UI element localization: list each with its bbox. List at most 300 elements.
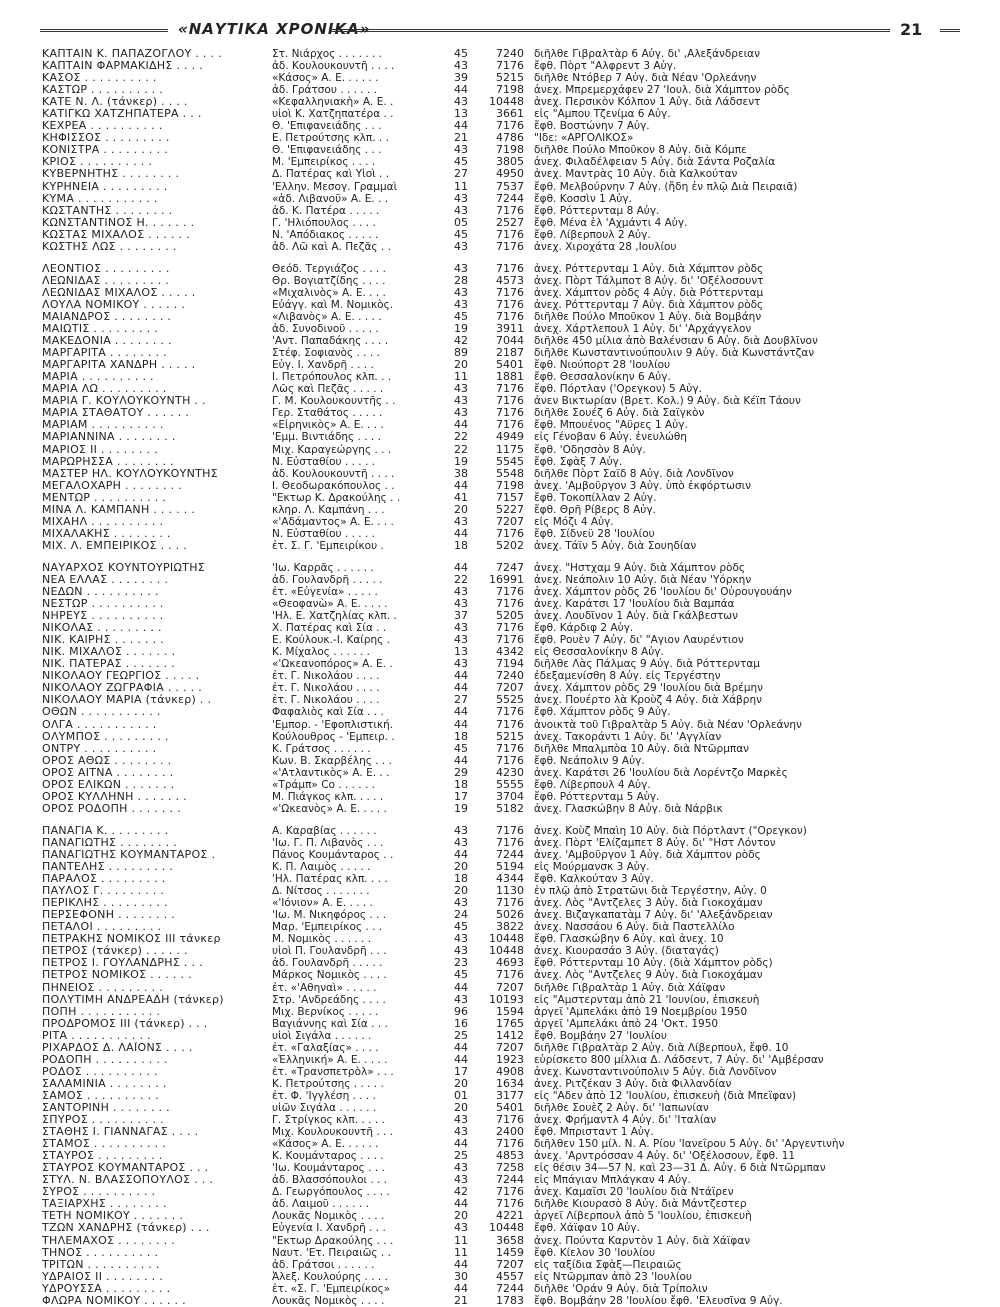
build-year: 20	[454, 359, 468, 372]
tonnage: 1412	[496, 1029, 524, 1042]
ship-status: ἔφθ. Βομβάην 27 'Ιουλίου	[534, 1029, 667, 1042]
tonnage: 7176	[496, 1138, 524, 1151]
ship-status: ἀνεχ. Καράτσι 26 'Ιουλίου διὰ Λορέντζο Μαρκὲς	[534, 766, 788, 779]
ship-status: διῆλθε Λὰς Πάλμας 9 Αὐγ. διὰ Ρόττερνταμ	[534, 658, 760, 671]
build-year: 37	[454, 610, 468, 623]
table-row	[42, 48, 972, 60]
ship-status: εἰς θέσιν 34—57 Ν. καὶ 23—31 Δ. Αὐγ. 6 διὰ Ντῶρμπαν	[534, 1162, 826, 1175]
ship-name: ΟΡΟΣ ΑΙΤΝΑ . . . . . . . .	[42, 766, 174, 779]
tonnage: 7176	[496, 718, 524, 731]
ship-name: ΟΡΟΣ ΡΟΔΟΠΗ . . . . . . .	[42, 802, 181, 815]
table-row	[42, 885, 972, 897]
tonnage: 10448	[489, 945, 524, 958]
tonnage: 7176	[496, 824, 524, 837]
ship-owner: «Τράμπ» Co . . . . . .	[272, 778, 375, 791]
table-row	[42, 323, 972, 335]
ship-status: ἀργεῖ 'Αμπελάκι ἀπὸ 19 Νοεμβρίου 1950	[534, 1005, 748, 1018]
table-row	[42, 528, 972, 540]
tonnage: 1594	[496, 1005, 524, 1018]
ship-owner: υἱοὶ Σιγάλα . . . . . .	[272, 1029, 372, 1042]
build-year: 43	[454, 1126, 468, 1139]
ship-status: διῆλθε Κωνσταντινούπουλιν 9 Αὐγ. διὰ Κωνστάντζαν	[534, 347, 815, 360]
build-year: 17	[454, 790, 468, 803]
table-row	[42, 516, 972, 528]
ship-status: εἰς ταξίδια Σφὰξ—Πειραιῶς	[534, 1258, 682, 1271]
tonnage: 10448	[489, 1222, 524, 1235]
ship-owner: Α. Καραβίας . . . . . .	[272, 824, 377, 837]
table-row	[42, 383, 972, 395]
ship-status: ἔφθ. Ρουὲν 7 Αὐγ. δι' "Αγιον Λαυρέντιον	[534, 634, 744, 647]
ship-status: διῆλθε Σουέζ 6 Αὐγ. διὰ Σαϊγκὸν	[534, 407, 705, 420]
ship-name: ΚΩΣΤΑΝΤΗΣ . . . . . . . .	[42, 204, 173, 217]
build-year: 21	[454, 132, 468, 145]
ship-name: ΣΠΥΡΟΣ . . . . . . . . . .	[42, 1114, 164, 1127]
table-row	[42, 622, 972, 634]
ship-owner: ἐτ. «Σ. Γ. 'Εμπειρίκος»	[272, 1282, 391, 1295]
ship-owner: Γ. Μ. Κουλουκουντῆς . .	[272, 395, 396, 408]
tonnage: 5555	[496, 778, 524, 791]
ship-status: διῆλθε 450 μίλια ἀπὸ Βαλένσιαν 6 Αὐγ. διὰ Δουβλῖνον	[534, 335, 818, 348]
ship-status: εἰς Μούρμανσκ 3 Αὐγ.	[534, 861, 650, 874]
build-year: 43	[454, 945, 468, 958]
build-year: 22	[454, 443, 468, 456]
build-year: 13	[454, 646, 468, 659]
ship-status: ἀνεχ. Ριτζέκαν 3 Αὐγ. διὰ Φιλλανδίαν	[534, 1077, 732, 1090]
table-row	[42, 731, 972, 743]
build-year: 43	[454, 286, 468, 299]
table-row	[42, 837, 972, 849]
tonnage: 7176	[496, 60, 524, 73]
ship-name: ΡΟΔΟΠΗ . . . . . . . . . .	[42, 1053, 168, 1066]
tonnage: 4949	[496, 431, 524, 444]
ship-owner: ἐτ. Γ. Νικολάου . . . .	[272, 670, 380, 683]
build-year: 44	[454, 1258, 468, 1271]
table-row	[42, 694, 972, 706]
ship-owner: Βαγιάννης καὶ Σία . . .	[272, 1017, 388, 1030]
tonnage: 7176	[496, 298, 524, 311]
table-row	[42, 468, 972, 480]
build-year: 43	[454, 144, 468, 157]
ship-owner: «'Ιόνιον» Α. Ε. . . . .	[272, 897, 373, 910]
ship-owner: Ε. Πετρούτσης κλπ. . .	[272, 132, 389, 145]
table-row	[42, 1283, 972, 1295]
ship-owner: 'Εμπορ. - 'Εφοπλιστική.	[272, 718, 394, 731]
ship-status: διῆλθε Γιβραλτὰρ 6 Αὐγ. δι' ,Αλεξάνδρειαν	[534, 48, 760, 60]
ship-status: ἀνεχ. Πὸρτ Τάλμποτ 8 Αὐγ. δι' 'Οξέλοσουντ	[534, 274, 764, 287]
ship-name: ΛΟΥΛΑ ΝΟΜΙΚΟΥ . . . . . .	[42, 298, 186, 311]
ship-name: ΠΕΤΡΑΚΗΣ ΝΟΜΙΚΟΣ ΙΙΙ τάνκερ	[42, 933, 221, 946]
ship-name: ΠΑΝΤΕΛΗΣ . . . . . . . . .	[42, 861, 174, 874]
tonnage: 10193	[489, 993, 524, 1006]
build-year: 43	[454, 634, 468, 647]
table-row	[42, 598, 972, 610]
tonnage: 7176	[496, 262, 524, 275]
ship-owner: Θρ. Βογιατζίδης . . . .	[272, 274, 386, 287]
build-year: 19	[454, 802, 468, 815]
ship-status: ἀνεχ. Λουδῖνον 1 Αὐγ. διὰ Γκάλβεστων	[534, 610, 738, 623]
tonnage: 7240	[496, 48, 524, 60]
ship-name: ΜΑΡΙΑ ΣΤΑΘΑΤΟΥ . . . . . .	[42, 407, 190, 420]
table-row	[42, 767, 972, 779]
table-row	[42, 444, 972, 456]
ship-owner: ἐτ. «'Αθηναὶ» . . . . .	[272, 981, 377, 994]
ship-name: ΠΗΝΕΙΟΣ . . . . . . . . .	[42, 981, 164, 994]
ship-name: ΚΟΝΙΣΤΡΑ . . . . . . . . .	[42, 144, 168, 157]
ship-status: διῆλθε Πὸρτ Σαϊδ 8 Αὐγ. διὰ Λονδῖνον	[534, 467, 734, 480]
ship-name: ΤΡΙΤΩΝ . . . . . . . . . .	[42, 1258, 160, 1271]
ship-register-table	[42, 48, 972, 1307]
build-year: 89	[454, 347, 468, 360]
ship-owner: Στ. Νιάρχος . . . . . . .	[272, 48, 383, 60]
table-row	[42, 1006, 972, 1018]
ship-owner: ἐτ. Γ. Νικολάου . . . .	[272, 682, 380, 695]
table-row	[42, 492, 972, 504]
ship-owner: Γερ. Σταθάτος . . . . .	[272, 407, 383, 420]
table-row	[42, 1198, 972, 1210]
ship-owner: 'Αντ. Παπαδάκης . . . .	[272, 335, 389, 348]
table-row	[42, 1102, 972, 1114]
tonnage: 7176	[496, 836, 524, 849]
table-row	[42, 205, 972, 217]
table-row	[42, 861, 972, 873]
build-year: 25	[454, 1029, 468, 1042]
ship-owner: ἀδ. Γράτσοι . . . . . .	[272, 1258, 375, 1271]
group-separator	[42, 253, 972, 263]
ship-name: ΠΕΤΑΛΟΙ . . . . . . . . .	[42, 921, 162, 934]
build-year: 45	[454, 228, 468, 241]
table-row	[42, 921, 972, 933]
tonnage: 7198	[496, 479, 524, 492]
tonnage: 5227	[496, 503, 524, 516]
tonnage: 16991	[489, 573, 524, 586]
ship-owner: Ν. 'Απόδιακος . . . . .	[272, 228, 379, 241]
ship-name: ΦΛΩΡΑ ΝΟΜΙΚΟΥ . . . . . .	[42, 1294, 186, 1307]
ship-status: ἀνεχ. Πούντα Καρντὸν 1 Αὐγ. διὰ Χάϊφαν	[534, 1234, 751, 1247]
tonnage: 5401	[496, 359, 524, 372]
ship-status: ἔφθ. Ρόττερνταμ 5 Αὐγ.	[534, 790, 660, 803]
ship-name: ΝΙΚΟΛΑΣ . . . . . . . . .	[42, 622, 162, 635]
ship-owner: «Κάσος» Α. Ε. . . . . .	[272, 1138, 379, 1151]
ship-owner: 'Ιω. Γ. Π. Λιβανὸς . . .	[272, 836, 384, 849]
tonnage: 7537	[496, 180, 524, 193]
tonnage: 7176	[496, 1186, 524, 1199]
build-year: 01	[454, 1089, 468, 1102]
table-row	[42, 1126, 972, 1138]
build-year: 43	[454, 622, 468, 635]
build-year: 44	[454, 120, 468, 133]
tonnage: 5548	[496, 467, 524, 480]
ship-owner: Ι. Πετρόπουλος κλπ. . .	[272, 371, 392, 384]
tonnage: 3822	[496, 921, 524, 934]
ship-name: ΚΑΤΕ Ν. Λ. (τάνκερ) . . . .	[42, 96, 188, 109]
ship-owner: Ν. Εὐσταθίου . . . . .	[272, 455, 375, 468]
group-separator	[42, 815, 972, 825]
ship-owner: Κων. Β. Σκαρβέλης . . .	[272, 754, 392, 767]
ship-status: εἰς Γένοβαν 6 Αὐγ. ἐνευλώθη	[534, 431, 687, 444]
ship-name: ΚΩΣΤΑΣ ΜΙΧΑΛΟΣ . . . . . .	[42, 228, 190, 241]
tonnage: 7207	[496, 515, 524, 528]
table-row	[42, 60, 972, 72]
ship-status: διῆλθε Γιβραλτὰρ 1 Αὐγ. διὰ Χάϊφαν	[534, 981, 726, 994]
ship-status: ἔφθ. Μπουένος "Αϋρες 1 Αὐγ.	[534, 419, 688, 432]
tonnage: 7207	[496, 1041, 524, 1054]
ship-name: ΚΑΤΙΓΚΩ ΧΑΤΖΗΠΑΤΕΡΑ . . .	[42, 108, 202, 121]
tonnage: 4344	[496, 873, 524, 886]
build-year: 44	[454, 479, 468, 492]
table-row	[42, 229, 972, 241]
ship-status: ἀνεν Βικτωρίαν (Βρετ. Κολ.) 9 Αὐγ. διὰ Κέϊπ Τάουν	[534, 395, 801, 408]
ship-owner: Ἀλεξ. Κουλούρης . . . .	[272, 1270, 388, 1283]
table-row	[42, 933, 972, 945]
tonnage: 7176	[496, 419, 524, 432]
ship-name: ΠΕΤΡΟΣ Ι. ΓΟΥΛΑΝΔΡΗΣ . . .	[42, 957, 203, 970]
ship-name: ΣΤΑΜΟΣ . . . . . . . . . .	[42, 1138, 167, 1151]
build-year: 45	[454, 921, 468, 934]
table-row	[42, 287, 972, 299]
ship-owner: «Ἑλληνική» Α. Ε. . . . .	[272, 1053, 388, 1066]
ship-name: ΝΕΔΩΝ . . . . . . . . . .	[42, 586, 159, 599]
table-row	[42, 1078, 972, 1090]
build-year: 24	[454, 909, 468, 922]
ship-status: διῆλθεν 150 μίλ. Ν. Α. Ρίου 'Ιανεΐρου 5 Αὐγ. δι' 'Αργεντινὴν	[534, 1138, 845, 1151]
table-row	[42, 347, 972, 359]
table-row	[42, 181, 972, 193]
tonnage: 7176	[496, 706, 524, 719]
ship-owner: ἀδ. Κουλουκουντῆ . . . .	[272, 467, 395, 480]
ship-owner: κληρ. Λ. Καμπάνη . . .	[272, 503, 385, 516]
ship-name: ΣΑΛΑΜΙΝΙΑ . . . . . . . .	[42, 1077, 167, 1090]
table-row	[42, 1030, 972, 1042]
tonnage: 5525	[496, 694, 524, 707]
build-year: 18	[454, 539, 468, 552]
ship-owner: Μ. 'Εμπειρίκος . . . .	[272, 156, 376, 169]
table-row	[42, 670, 972, 682]
ship-name: ΟΛΓΑ . . . . . . . . . . .	[42, 718, 157, 731]
tonnage: 1130	[496, 885, 524, 898]
tonnage: 4557	[496, 1270, 524, 1283]
ship-name: ΜΑΡΙΑΝΝΙΝΑ . . . . . . . .	[42, 431, 176, 444]
table-row	[42, 634, 972, 646]
ship-status: εἰς "Αδεν ἀπὸ 12 'Ιουλίου, ἐπισκευὴ (διὰ Μπεΐφαν)	[534, 1089, 797, 1102]
ship-owner: ἐτ. «Εὐγενία» . . . . .	[272, 586, 378, 599]
ship-status: ἀνεχ. 'Αμβοῦργον 1 Αὐγ. διὰ Χάμπτον ρὸδς	[534, 849, 761, 861]
ship-name: ΜΑΙΑΝΔΡΟΣ . . . . . . . .	[42, 310, 172, 323]
tonnage: 7176	[496, 586, 524, 599]
ship-name: ΜΙΧΑΗΛ . . . . . . . . . .	[42, 515, 164, 528]
tonnage: 7244	[496, 192, 524, 205]
tonnage: 7176	[496, 1114, 524, 1127]
ship-owner: Δ. Γεωργόπουλος . . . .	[272, 1186, 390, 1199]
build-year: 44	[454, 849, 468, 861]
ship-owner: 'Ηλ. Πατέρας κλπ. . . .	[272, 873, 388, 886]
build-year: 43	[454, 586, 468, 599]
ship-owner: ἀδ. Γουλανδρῆ . . . . .	[272, 573, 383, 586]
build-year: 44	[454, 1198, 468, 1211]
build-year: 19	[454, 455, 468, 468]
ship-name: ΡΟΔΟΣ . . . . . . . . . .	[42, 1065, 158, 1078]
tonnage: 5215	[496, 72, 524, 85]
ship-owner: Λουκᾶς Νομικὸς . . . .	[272, 1294, 385, 1307]
header-rule-left	[40, 29, 168, 32]
ship-name: ΤΕΤΗ ΝΟΜΙΚΟΥ . . . . . . .	[42, 1210, 184, 1223]
ship-status: εἰς "Αμπου Τζενίμα 6 Αὐγ.	[534, 108, 671, 121]
ship-status: ἀργεῖ Λίβερπουλ ἀπὸ 5 'Ιουλίου, ἐπισκευὴ	[534, 1210, 752, 1223]
table-row	[42, 241, 972, 253]
tonnage: 1634	[496, 1077, 524, 1090]
group-separator	[42, 552, 972, 562]
tonnage: 7244	[496, 849, 524, 861]
ship-status: ἔφθ. Λίβερπουλ 2 Αὐγ.	[534, 228, 651, 241]
build-year: 44	[454, 1138, 468, 1151]
ship-owner: ἀδ. Λαιμοῦ . . . . . .	[272, 1198, 369, 1211]
ship-owner: Λῶς καὶ Πεζᾶς . . . . .	[272, 383, 384, 396]
build-year: 44	[454, 527, 468, 540]
ship-owner: «Μιχαλινὸς» Α. Ε. . . .	[272, 286, 386, 299]
ship-name: ΟΡΟΣ ΑΘΩΣ . . . . . . . .	[42, 754, 172, 767]
ship-status: ἔφθ. Μένα ἐλ 'Αχμάντι 4 Αὐγ.	[534, 216, 688, 229]
ship-name: ΚΡΙΟΣ . . . . . . . . . .	[42, 156, 153, 169]
ship-owner: Μάρκος Νομικὸς . . . .	[272, 969, 387, 982]
table-row	[42, 873, 972, 885]
ship-name: ΚΗΦΙΣΣΟΣ . . . . . . . . .	[42, 132, 170, 145]
ship-name: ΟΡΟΣ ΕΛΙΚΩΝ . . . . . . .	[42, 778, 175, 791]
tonnage: 2187	[496, 347, 524, 360]
ship-owner: Μιχ. Βερνίκος . . . . .	[272, 1005, 379, 1018]
build-year: 29	[454, 766, 468, 779]
tonnage: 4908	[496, 1065, 524, 1078]
build-year: 25	[454, 1150, 468, 1163]
build-year: 23	[454, 957, 468, 970]
tonnage: 4221	[496, 1210, 524, 1223]
ship-status: ἀνεχ. Τακοράντι 1 Αὐγ. δι' 'Αγγλίαν	[534, 730, 722, 743]
ship-status: ἀνεχ. Χάμπτον ρὸδς 29 'Ιουλίου διὰ Βρέμην	[534, 682, 764, 695]
ship-owner: ἀδ. Γουλανδρῆ . . . . .	[272, 957, 383, 970]
tonnage: 7240	[496, 670, 524, 683]
ship-name: ΠΕΡΣΕΦΟΝΗ . . . . . . . .	[42, 909, 176, 922]
ship-owner: Δ. Νίτσος . . . . . . .	[272, 885, 370, 898]
ship-name: ΜΑΡΙΑ . . . . . . . . . .	[42, 371, 154, 384]
ship-name: ΣΑΜΟΣ . . . . . . . . . .	[42, 1089, 160, 1102]
ship-status: ἀνεχ. 'Αμβοῦργον 3 Αὐγ. ὑπὸ ἐκφόρτωσιν	[534, 479, 752, 492]
ship-name: ΜΑΡΩΡΗΣΣΑ . . . . . . . .	[42, 455, 174, 468]
ship-owner: ἐτ. Φ. 'Ιγγλέση . . . .	[272, 1089, 376, 1102]
table-row	[42, 743, 972, 755]
ship-name: ΜΑΡΙΑ Γ. ΚΟΥΛΟΥΚΟΥΝΤΗ . .	[42, 395, 206, 408]
build-year: 22	[454, 573, 468, 586]
table-row	[42, 779, 972, 791]
tonnage: 7176	[496, 897, 524, 910]
ship-owner: "Εκτωρ Κ. Δρακούλης . .	[272, 491, 401, 504]
build-year: 11	[454, 1234, 468, 1247]
ship-status: ἔφθ. Μπρισταντ 1 Αὐγ.	[534, 1126, 654, 1139]
table-row	[42, 1162, 972, 1174]
tonnage: 3911	[496, 323, 524, 336]
build-year: 39	[454, 72, 468, 85]
ship-status: ἀργεῖ 'Αμπελάκι ἀπὸ 24 'Οκτ. 1950	[534, 1017, 719, 1030]
ship-name: ΣΤΑΘΗΣ Ι. ΓΙΑΝΝΑΓΑΣ . . . .	[42, 1126, 199, 1139]
ship-status: ἀνεχ. Χάρτλεπουλ 1 Αὐγ. δι' 'Αρχάγγελον	[534, 323, 752, 336]
tonnage: 1459	[496, 1246, 524, 1259]
build-year: 28	[454, 274, 468, 287]
tonnage: 5182	[496, 802, 524, 815]
tonnage: 5401	[496, 1101, 524, 1114]
build-year: 43	[454, 598, 468, 611]
table-row	[42, 825, 972, 837]
table-row	[42, 431, 972, 443]
table-row	[42, 1247, 972, 1259]
ship-status: ἔφθ. Βοστώνην 7 Αὐγ.	[534, 120, 650, 133]
table-row	[42, 586, 972, 598]
ship-name: ΣΤΑΥΡΟΣ ΚΟΥΜΑΝΤΑΡΟΣ . . .	[42, 1162, 209, 1175]
tonnage: 3805	[496, 156, 524, 169]
table-row	[42, 1150, 972, 1162]
ship-status: ἀνεχ. Νασσάου 6 Αὐγ. διὰ Παστελλίλο	[534, 921, 735, 934]
build-year: 16	[454, 1017, 468, 1030]
ship-status: διῆλθε Ντόβερ 7 Αὐγ. διὰ Νέαν 'Ορλεάνην	[534, 72, 757, 85]
ship-owner: ἀδ. Γράτσου . . . . . .	[272, 84, 377, 97]
ship-owner: Κούλουθρος - 'Εμπειρ. .	[272, 730, 395, 743]
tonnage: 4853	[496, 1150, 524, 1163]
ship-status: ἔφθ. Χάμπτον ρὸδς 9 Αὐγ.	[534, 706, 671, 719]
tonnage: 7176	[496, 204, 524, 217]
tonnage: 4573	[496, 274, 524, 287]
ship-status: ἔφθ. Γλασκώβην 6 Αὐγ. καὶ ἀνεχ. 10	[534, 933, 724, 946]
ship-status: ἀνεχ. Φρήμαντλ 4 Αὐγ. δι' 'Ιταλίαν	[534, 1114, 717, 1127]
ship-name: ΝΕΑ ΕΛΛΑΣ . . . . . . . .	[42, 573, 169, 586]
tonnage: 5202	[496, 539, 524, 552]
ship-name: ΟΛΥΜΠΟΣ . . . . . . . . .	[42, 730, 169, 743]
tonnage: 7176	[496, 1198, 524, 1211]
ship-owner: Πάνος Κουμάνταρος . .	[272, 849, 394, 861]
ship-status: ἔφθ. Ρόττερνταμ 10 Αὐγ. (διὰ Χάμπτον ρὸδς)	[534, 957, 773, 970]
ship-name: ΝΙΚ. ΠΑΤΕΡΑΣ . . . . . . .	[42, 658, 176, 671]
ship-name: ΜΙΧΑΛΑΚΗΣ . . . . . . . .	[42, 527, 171, 540]
tonnage: 7247	[496, 561, 524, 574]
tonnage: 7198	[496, 84, 524, 97]
ship-status: διῆλθε Κιουρασὸ 8 Αὐγ. διὰ Μάντζεστερ	[534, 1198, 747, 1211]
ship-status: ἐδεξαμενίσθη 8 Αὐγ. εἰς Τεργέστην	[534, 670, 721, 683]
ship-name: ΜΙΧ. Λ. ΕΜΠΕΙΡΙΚΟΣ . . . .	[42, 539, 188, 552]
ship-status: ἔφθ. Θεσσαλονίκην 6 Αὐγ.	[534, 371, 671, 384]
ship-owner: ἐτ. Σ. Γ. 'Εμπειρίκου .	[272, 539, 384, 552]
table-row	[42, 1090, 972, 1102]
build-year: 43	[454, 60, 468, 73]
table-row	[42, 897, 972, 909]
build-year: 27	[454, 168, 468, 181]
ship-owner: Δ. Πατέρας καὶ Υἱοὶ . .	[272, 168, 390, 181]
ship-name: ΛΕΩΝΙΔΑΣ ΜΙΧΑΛΟΣ . . . . .	[42, 286, 196, 299]
ship-status: ἀνεχ. Καμαΐσι 20 'Ιουλίου διὰ Ντάϊρεν	[534, 1186, 734, 1199]
ship-name: ΛΕΩΝΙΔΑΣ . . . . . . . . .	[42, 274, 170, 287]
build-year: 44	[454, 670, 468, 683]
table-row	[42, 193, 972, 205]
table-row	[42, 969, 972, 981]
ship-name: ΚΥΜΑ . . . . . . . . . . .	[42, 192, 158, 205]
build-year: 27	[454, 694, 468, 707]
ship-name: ΝΙΚΟΛΑΟΥ ΖΩΓΡΑΦΙΑ . . . . .	[42, 682, 202, 695]
ship-name: ΜΕΓΑΛΟΧΑΡΗ . . . . . . . .	[42, 479, 182, 492]
table-row	[42, 1186, 972, 1198]
ship-owner: υἱῶν Σιγάλα . . . . . .	[272, 1101, 377, 1114]
ship-status: ἀνεχ. Χάμπτον ρὸδς 4 Αὐγ. διὰ Ρόττερνταμ	[534, 286, 764, 299]
build-year: 18	[454, 778, 468, 791]
build-year: 21	[454, 1294, 468, 1307]
ship-owner: 'Ελλην. Μεσογ. Γραμμαὶ	[272, 180, 398, 193]
ship-name: ΛΕΟΝΤΙΟΣ . . . . . . . . .	[42, 262, 170, 275]
table-row	[42, 719, 972, 731]
build-year: 11	[454, 180, 468, 193]
table-row	[42, 994, 972, 1006]
